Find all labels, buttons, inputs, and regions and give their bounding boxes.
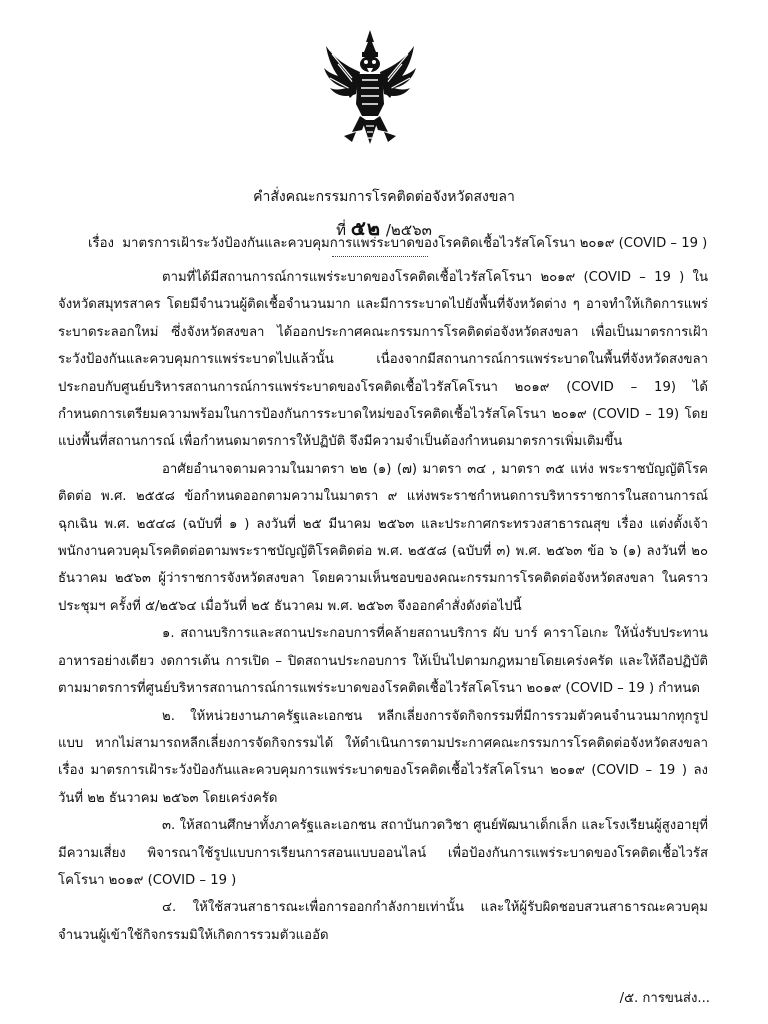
garuda-emblem-icon [322, 28, 418, 146]
paragraph-item-4: ๔. ให้ใช้สวนสาธารณะเพื่อการออกกำลังกายเท่านั้น และให้ผู้รับผิดชอบสวนสาธารณะควบคุมจำนวนผู้เข้าใช้กิจกรรมมิให้เกิดการรวมตัวแออัด [58, 900, 708, 943]
body-text [58, 264, 708, 949]
paragraph-item-3: ๓. ให้สถานศึกษาทั้งภาครัฐและเอกชน สถาบันกวดวิชา ศูนย์พัฒนาเด็กเล็ก และโรงเรียนผู้สูงอายุที่มีความเสี่ยง พิจารณาใช้รูปแบบการเรียนการสอนแบบออนไลน์ เพื่อป้องกันการแพร่ระบาดของโรคติดเชื้อไวรัสโคโรนา ๒๐๑๙ (COVID – 19 ) [58, 818, 708, 888]
paragraph-background: ตามที่ได้มีสถานการณ์การแพร่ระบาดของโรคติดเชื้อไวรัสโคโรนา ๒๐๑๙ (COVID – 19 ) ในจังหวัดสมุทรสาคร โดยมีจำนวนผู้ติดเชื้อจำนวนมาก และมีการระบาดไปยังพื้นที่จังหวัดต่าง ๆ อาจทำให้เกิดการแพร่ระบาดระลอกใหม่ ซึ่งจังหวัดสงขลา ได้ออกประกาศคณะกรรมการโรคติดต่อจังหวัดสงขลา เพื่อเป็นมาตรการเฝ้าระวังป้องกันและควบคุมการแพร่ระบาดไปแล้วนั้น เนื่องจากมีสถานการณ์การแพร่ระบาดในพื้นที่จังหวัดสงขลา ประกอบกับศูนย์บริหารสถานการณ์การแพร่ระบาดของโรคติดเชื้อไวรัสโคโรนา ๒๐๑๙ (COVID – 19) ได้กำหนดการเตรียมความพร้อมในการป้องกันการระบาดใหม่ของโรคติดเชื้อไวรัสโคโรนา ๒๐๑๙ (COVID – 19) โดยแบ่งพื้นที่สถานการณ์ เพื่อกำหนดมาตรการให้ปฏิบัติ จึงมีความจำเป็นต้องกำหนดมาตรการเพิ่มเติมขึ้น [58, 270, 708, 450]
continuation-note: /๕. การขนส่ง... [619, 991, 710, 1006]
subject-text: มาตรการเฝ้าระวังป้องกันและควบคุมการแพร่ระบาดของโรคติดเชื้อไวรัสโคโรนา ๒๐๑๙ (COVID – 19 ) [122, 236, 708, 251]
subject-line [88, 232, 708, 253]
order-number: ๕๒ [350, 216, 382, 240]
document-title: คำสั่งคณะกรรมการโรคติดต่อจังหวัดสงขลา [253, 189, 515, 205]
subject-label: เรื่อง [88, 236, 114, 251]
paragraph-item-1: ๑. สถานบริการและสถานประกอบการที่คล้ายสถานบริการ ผับ บาร์ คาราโอเกะ ให้นั่งรับประทานอาหารอย่างเดียว งดการเต้น การเปิด – ปิดสถานประกอบการ ให้เป็นไปตามกฎหมายโดยเคร่งครัด และให้ถือปฏิบัติตามมาตรการที่ศูนย์บริหารสถานการณ์การแพร่ระบาดของโรคติดเชื้อไวรัสโคโรนา ๒๐๑๙ (COVID – 19 ) กำหนด [58, 626, 708, 697]
paragraph-item-2: ๒. ให้หน่วยงานภาครัฐและเอกชน หลีกเลี่ยงการจัดกิจกรรมที่มีการรวมตัวคนจำนวนมากทุกรูปแบบ หากไม่สามารถหลีกเลี่ยงการจัดกิจกรรมได้ ให้ดำเนินการตามประกาศคณะกรรมการโรคติดต่อจังหวัดสงขลา เรื่อง มาตรการเฝ้าระวังป้องกันและควบคุมการแพร่ระบาดของโรคติดเชื้อไวรัสโคโรนา ๒๐๑๙ (COVID – 19 ) ลงวันที่ ๒๒ ธันวาคม ๒๕๖๓ โดยเคร่งครัด [58, 708, 708, 806]
order-prefix: ที่ [336, 221, 346, 239]
separator [332, 256, 428, 257]
paragraph-authority: อาศัยอำนาจตามความในมาตรา ๒๒ (๑) (๗) มาตรา ๓๔ , มาตรา ๓๕ แห่ง พระราชบัญญัติโรคติดต่อ พ.ศ. ๒๕๕๘ ข้อกำหนดออกตามความในมาตรา ๙ แห่งพระราชกำหนดการบริหารราชการในสถานการณ์ฉุกเฉิน พ.ศ. ๒๕๔๘ (ฉบับที่ ๑ ) ลงวันที่ ๒๕ มีนาคม ๒๕๖๓ และประกาศกระทรวงสาธารณสุข เรื่อง แต่งตั้งเจ้าพนักงานควบคุมโรคติดต่อตามพระราชบัญญัติโรคติดต่อ พ.ศ. ๒๕๕๘ (ฉบับที่ ๓) พ.ศ. ๒๕๖๓ ข้อ ๖ (๑) ลงวันที่ ๒๐ ธันวาคม ๒๕๖๓ ผู้ว่าราชการจังหวัดสงขลา โดยความเห็นชอบของคณะกรรมการโรคติดต่อจังหวัดสงขลา ในคราวประชุมฯ ครั้งที่ ๕/๒๕๖๔ เมื่อวันที่ ๒๕ ธันวาคม พ.ศ. ๒๕๖๓ จึงออกคำสั่งดังต่อไปนี้ [58, 461, 708, 614]
order-year: /๒๕๖๓ [385, 221, 432, 239]
